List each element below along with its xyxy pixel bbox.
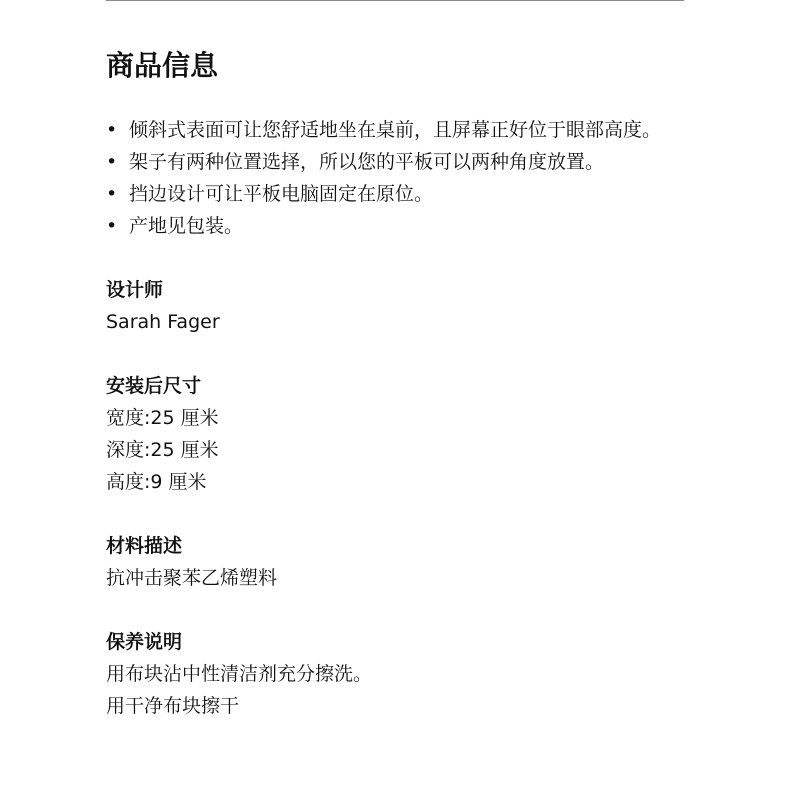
list-item: [106, 114, 686, 146]
designer-name: Sarah Fager: [106, 311, 220, 333]
designer-section: [106, 274, 686, 338]
product-details: [106, 44, 686, 722]
dimension-width: 宽度:25 厘米: [106, 407, 219, 429]
material-section: [106, 530, 686, 594]
dimension-height: 高度:9 厘米: [106, 471, 207, 493]
feature-text: 倾斜式表面可让您舒适地坐在桌前，且屏幕正好位于眼部高度。: [129, 119, 662, 141]
feature-text: 架子有两种位置选择，所以您的平板可以两种角度放置。: [129, 151, 605, 173]
bullet-icon: •: [106, 215, 118, 237]
dimensions-section: [106, 370, 686, 498]
designer-heading: 设计师: [106, 279, 164, 301]
dimensions-heading: 安装后尺寸: [106, 375, 202, 397]
dimension-depth: 深度:25 厘米: [106, 439, 219, 461]
list-item: [106, 146, 686, 178]
page-title: 商品信息: [106, 49, 219, 82]
bullet-icon: •: [106, 183, 118, 205]
care-section: [106, 626, 686, 722]
feature-text: 挡边设计可让平板电脑固定在原位。: [129, 183, 434, 205]
list-item: [106, 178, 686, 210]
bullet-icon: •: [106, 151, 118, 173]
bullet-icon: •: [106, 119, 118, 141]
list-item: [106, 210, 686, 242]
care-heading: 保养说明: [106, 631, 183, 653]
care-instruction: 用布块沾中性清洁剂充分擦洗。: [106, 663, 373, 685]
material-text: 抗冲击聚苯乙烯塑料: [106, 567, 278, 589]
feature-text: 产地见包装。: [129, 215, 244, 237]
care-instruction: 用干净布块擦干: [106, 695, 240, 717]
material-heading: 材料描述: [106, 535, 183, 557]
feature-list: [106, 114, 686, 242]
top-divider: [106, 0, 684, 1]
